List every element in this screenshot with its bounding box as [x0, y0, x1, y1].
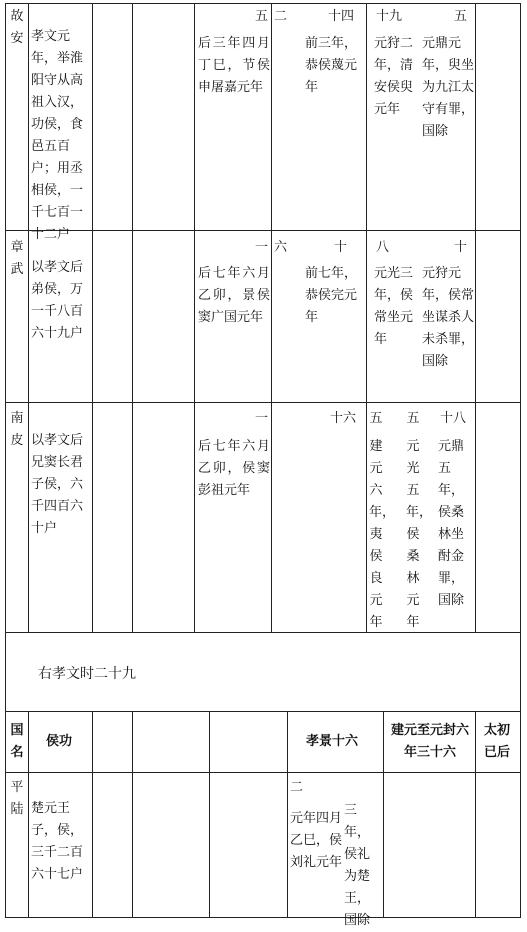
state-name: 南皮 — [10, 411, 24, 448]
col-divider — [209, 711, 210, 918]
jing-count-left: 六 — [274, 240, 288, 255]
jing-text: 前七年，恭侯完元年 — [305, 266, 358, 325]
merit-text: 孝文元年，举淮阳守从高祖入汉，功侯，食邑五百户；用丞相侯，一千七百一十二户 — [31, 29, 84, 242]
header-tai: 太初已后 — [483, 723, 510, 760]
col-divider — [383, 711, 384, 918]
header-merit: 侯功 — [46, 734, 73, 749]
wu-text-c: 元鼎五年，侯桑林坐酎金罪，国除 — [438, 439, 465, 608]
row-divider — [5, 772, 521, 773]
state-name: 平陆 — [10, 780, 24, 817]
col-divider — [28, 711, 29, 918]
col-divider — [194, 3, 195, 632]
state-name: 章武 — [10, 240, 24, 277]
col-divider — [271, 3, 272, 632]
wen-text: 后七年六月乙卯，侯窦彭祖元年 — [198, 439, 270, 498]
merit-text: 楚元王子，侯，三千二百六十七户 — [31, 801, 84, 882]
col-divider — [287, 711, 288, 918]
col-divider — [475, 3, 476, 632]
row-divider — [5, 711, 521, 712]
wen-text: 后三年四月丁巳，节侯申屠嘉元年 — [198, 36, 270, 95]
merit-text: 以孝文后兄窦长君子侯，六千四百六十户 — [31, 433, 84, 536]
wu-count-1: 八 — [376, 240, 390, 255]
wu-count-2: 五 — [454, 9, 468, 24]
col-divider — [92, 711, 93, 918]
col-divider — [366, 3, 367, 632]
wen-count: 五 — [254, 9, 268, 24]
jing-count-right: 十六 — [330, 411, 357, 426]
col-divider — [132, 3, 133, 632]
header-state: 国名 — [10, 723, 24, 760]
wu-count-2: 十 — [454, 240, 468, 255]
merit-text: 以孝文后弟侯，万一千八百六十九户 — [31, 260, 84, 341]
col-divider — [92, 3, 93, 632]
wu-text-1: 元光三年，侯常坐元年 — [374, 266, 414, 347]
col-divider — [28, 3, 29, 632]
col-divider — [475, 711, 476, 918]
wu-count-c: 十八 — [440, 411, 467, 426]
jing-count-right: 十四 — [328, 9, 355, 24]
jing-count-left: 二 — [274, 9, 288, 24]
jing-text-2: 三年，侯礼为楚王，国除 — [344, 803, 371, 928]
jing-text: 前三年，恭侯蔑元年 — [305, 36, 358, 95]
row-divider — [5, 632, 521, 633]
wu-text-2: 元鼎元年，臾坐为九江太守有罪，国除 — [422, 36, 475, 139]
jing-count: 二 — [290, 780, 304, 795]
wu-count-1: 十九 — [376, 9, 403, 24]
wu-text-a: 建元六年，夷侯良元年 — [369, 439, 396, 630]
wu-text-2: 元狩元年，侯常坐谋杀人未杀罪，国除 — [422, 266, 475, 369]
wu-count-b: 五 — [406, 411, 420, 426]
header-jing: 孝景十六 — [306, 734, 359, 749]
wen-count: 一 — [254, 240, 268, 255]
state-name: 故安 — [10, 9, 24, 46]
wu-count-a: 五 — [369, 411, 383, 426]
wen-count: 一 — [254, 411, 268, 426]
wen-text: 后七年六月乙卯，景侯窦广国元年 — [198, 266, 270, 325]
row-divider — [5, 402, 521, 403]
wu-text-1: 元狩二年，清安侯臾元年 — [374, 36, 414, 117]
jing-text-1: 元年四月乙巳，侯刘礼元年 — [290, 811, 343, 870]
jing-count-right: 十 — [334, 240, 348, 255]
header-wu: 建元至元封六年三十六 — [390, 723, 469, 760]
summary-line: 右孝文时二十九 — [38, 666, 136, 682]
wu-text-b: 元光五年，侯桑林元年 — [406, 439, 433, 630]
col-divider — [132, 711, 133, 918]
